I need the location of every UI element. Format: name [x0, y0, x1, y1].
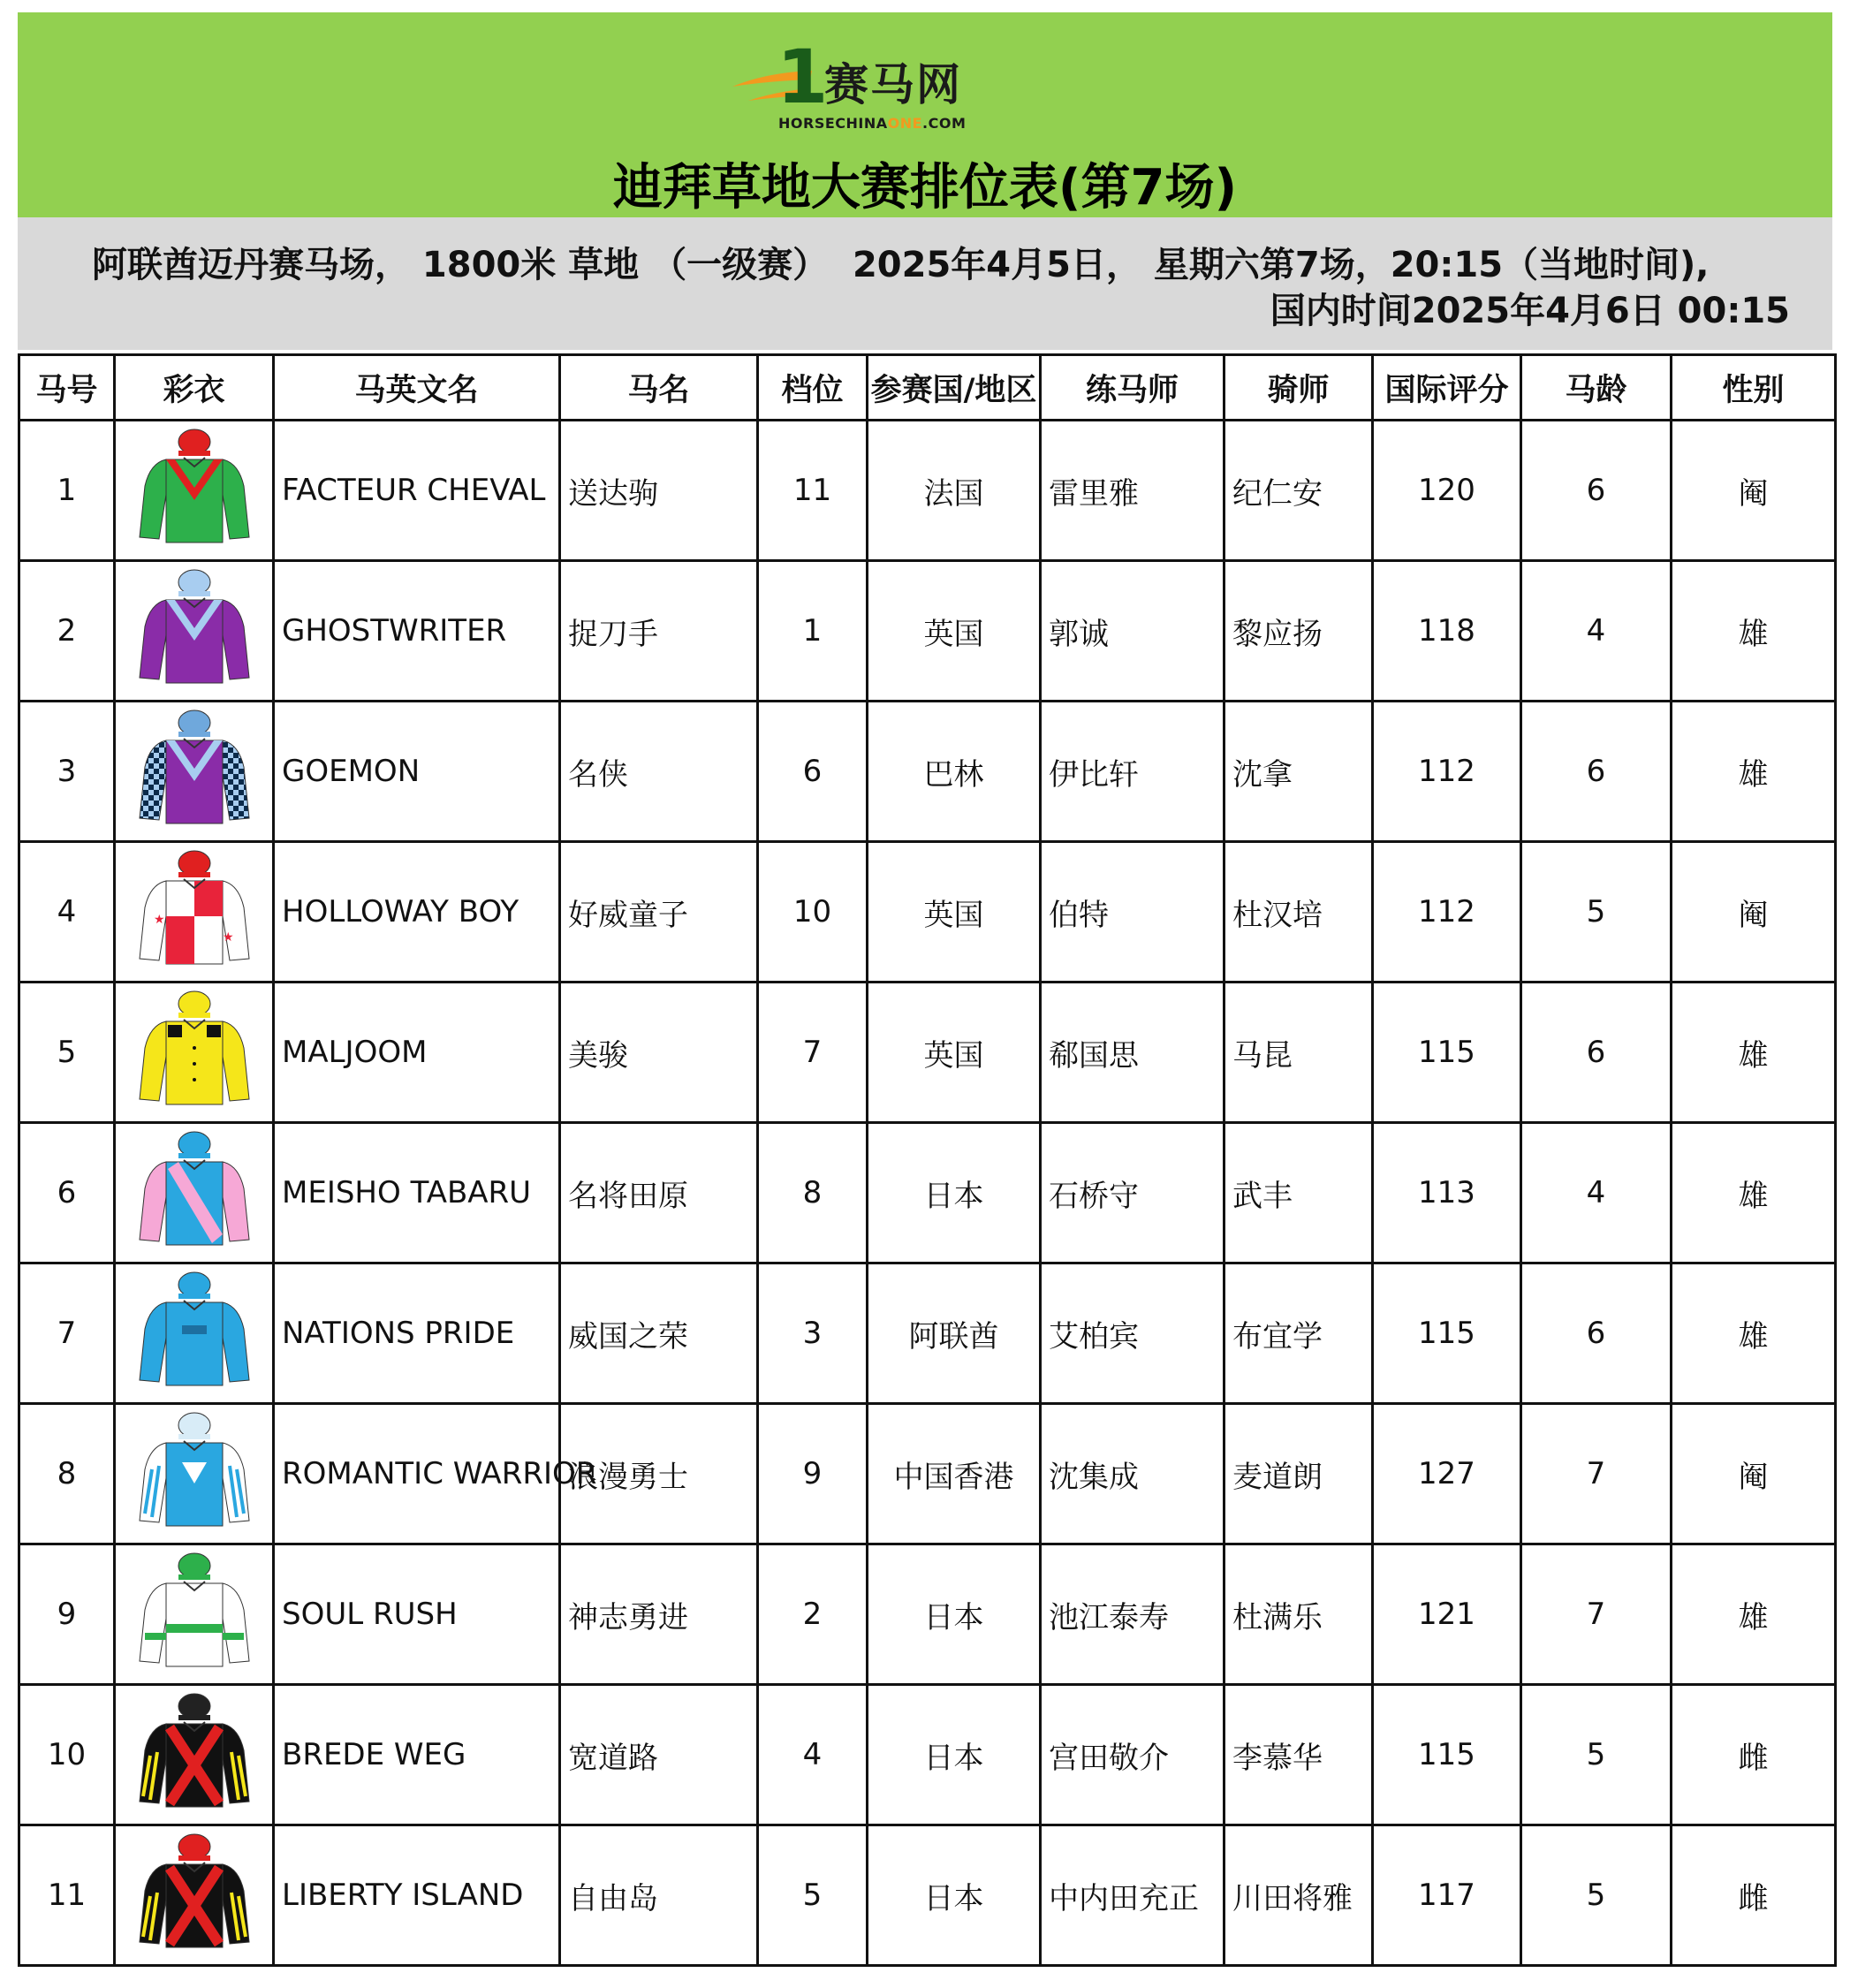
horse-sex: 阉	[1672, 1404, 1836, 1544]
horse-age: 5	[1521, 842, 1672, 983]
trainer-name: 沈集成	[1041, 1404, 1224, 1544]
horse-chinese-name: 名将田原	[560, 1123, 758, 1263]
jockey-silk	[115, 1263, 274, 1404]
jockey-name: 马昆	[1224, 983, 1373, 1123]
logo-url-a: HORSECHINA	[778, 115, 888, 132]
trainer-name: 伯特	[1041, 842, 1224, 983]
column-header: 马英文名	[274, 355, 560, 421]
svg-text:★: ★	[153, 913, 165, 927]
barrier-draw: 5	[758, 1825, 868, 1966]
horse-chinese-name: 捉刀手	[560, 561, 758, 702]
barrier-draw: 10	[758, 842, 868, 983]
race-info-line2: 国内时间2025年4月6日 00:15	[1270, 291, 1790, 331]
horse-english-name: SOUL RUSH	[274, 1544, 560, 1685]
horse-sex: 雄	[1672, 1544, 1836, 1685]
jockey-silk	[115, 1404, 274, 1544]
logo-url-b: ONE	[887, 115, 923, 132]
horse-english-name: GHOSTWRITER	[274, 561, 560, 702]
horse-age: 6	[1521, 421, 1672, 561]
svg-text:★: ★	[222, 930, 234, 945]
horse-number: 11	[19, 1825, 115, 1966]
column-header: 参赛国/地区	[868, 355, 1041, 421]
country-region: 日本	[868, 1544, 1041, 1685]
column-header: 马名	[560, 355, 758, 421]
race-info-banner	[18, 217, 1832, 350]
horse-sex: 雄	[1672, 561, 1836, 702]
country-region: 阿联酋	[868, 1263, 1041, 1404]
horse-age: 5	[1521, 1685, 1672, 1825]
international-rating: 115	[1373, 983, 1521, 1123]
race-card-table	[18, 353, 1837, 1967]
horse-age: 5	[1521, 1825, 1672, 1966]
jockey-name: 杜汉培	[1224, 842, 1373, 983]
horse-number: 1	[19, 421, 115, 561]
country-region: 巴林	[868, 702, 1041, 842]
barrier-draw: 1	[758, 561, 868, 702]
trainer-name: 伊比轩	[1041, 702, 1224, 842]
international-rating: 120	[1373, 421, 1521, 561]
international-rating: 113	[1373, 1123, 1521, 1263]
horse-number: 8	[19, 1404, 115, 1544]
horse-english-name: FACTEUR CHEVAL	[274, 421, 560, 561]
barrier-draw: 11	[758, 421, 868, 561]
horse-chinese-name: 自由岛	[560, 1825, 758, 1966]
race-info-line1: 阿联酋迈丹赛马场， 1800米 草地 （一级赛） 2025年4月5日， 星期六第7场，20:15（当地时间),	[92, 245, 1710, 285]
jockey-silk-icon	[133, 846, 256, 978]
horse-age: 6	[1521, 702, 1672, 842]
trainer-name: 池江泰寿	[1041, 1544, 1224, 1685]
table-row	[19, 421, 1836, 561]
logo-swoosh-icon	[731, 34, 829, 120]
horse-age: 6	[1521, 1263, 1672, 1404]
jockey-name: 杜满乐	[1224, 1544, 1373, 1685]
horse-sex: 阉	[1672, 842, 1836, 983]
country-region: 英国	[868, 561, 1041, 702]
barrier-draw: 7	[758, 983, 868, 1123]
horse-age: 7	[1521, 1544, 1672, 1685]
column-header: 马号	[19, 355, 115, 421]
header-banner	[18, 12, 1832, 217]
horse-english-name: LIBERTY ISLAND	[274, 1825, 560, 1966]
horse-english-name: BREDE WEG	[274, 1685, 560, 1825]
horse-age: 7	[1521, 1404, 1672, 1544]
table-row	[19, 1123, 1836, 1263]
jockey-name: 李慕华	[1224, 1685, 1373, 1825]
horse-age: 6	[1521, 983, 1672, 1123]
jockey-silk-icon	[133, 1408, 256, 1540]
trainer-name: 郗国思	[1041, 983, 1224, 1123]
trainer-name: 艾柏宾	[1041, 1263, 1224, 1404]
country-region: 英国	[868, 983, 1041, 1123]
trainer-name: 石桥守	[1041, 1123, 1224, 1263]
table-row	[19, 1263, 1836, 1404]
horse-english-name: ROMANTIC WARRIOR	[274, 1404, 560, 1544]
jockey-name: 布宜学	[1224, 1263, 1373, 1404]
international-rating: 117	[1373, 1825, 1521, 1966]
country-region: 英国	[868, 842, 1041, 983]
horse-sex: 雄	[1672, 702, 1836, 842]
horse-sex: 雄	[1672, 1123, 1836, 1263]
horse-number: 4	[19, 842, 115, 983]
trainer-name: 雷里雅	[1041, 421, 1224, 561]
horse-chinese-name: 好威童子	[560, 842, 758, 983]
site-logo[interactable]	[738, 34, 967, 143]
table-row	[19, 1544, 1836, 1685]
barrier-draw: 3	[758, 1263, 868, 1404]
column-header: 骑师	[1224, 355, 1373, 421]
country-region: 法国	[868, 421, 1041, 561]
table-row	[19, 1685, 1836, 1825]
horse-sex: 雌	[1672, 1825, 1836, 1966]
jockey-silk-icon	[133, 1829, 256, 1961]
table-row	[19, 1825, 1836, 1966]
horse-number: 7	[19, 1263, 115, 1404]
horse-number: 9	[19, 1544, 115, 1685]
horse-sex: 雄	[1672, 1263, 1836, 1404]
country-region: 中国香港	[868, 1404, 1041, 1544]
jockey-silk-icon	[133, 986, 256, 1119]
jockey-silk	[115, 1685, 274, 1825]
horse-number: 6	[19, 1123, 115, 1263]
horse-number: 5	[19, 983, 115, 1123]
barrier-draw: 6	[758, 702, 868, 842]
logo-url-c: .COM	[922, 115, 967, 132]
horse-english-name: MALJOOM	[274, 983, 560, 1123]
international-rating: 112	[1373, 842, 1521, 983]
column-header: 练马师	[1041, 355, 1224, 421]
jockey-silk	[115, 1825, 274, 1966]
logo-digit: 1	[777, 34, 829, 120]
jockey-silk	[115, 1544, 274, 1685]
table-row	[19, 1404, 1836, 1544]
country-region: 日本	[868, 1685, 1041, 1825]
jockey-name: 武丰	[1224, 1123, 1373, 1263]
horse-chinese-name: 名侠	[560, 702, 758, 842]
trainer-name: 郭诚	[1041, 561, 1224, 702]
international-rating: 121	[1373, 1544, 1521, 1685]
horse-chinese-name: 送达驹	[560, 421, 758, 561]
jockey-name: 川田将雅	[1224, 1825, 1373, 1966]
table-row	[19, 983, 1836, 1123]
jockey-name: 麦道朗	[1224, 1404, 1373, 1544]
jockey-silk	[115, 1123, 274, 1263]
horse-english-name: MEISHO TABARU	[274, 1123, 560, 1263]
jockey-silk-icon	[133, 705, 256, 838]
international-rating: 127	[1373, 1404, 1521, 1544]
international-rating: 118	[1373, 561, 1521, 702]
international-rating: 112	[1373, 702, 1521, 842]
column-header: 国际评分	[1373, 355, 1521, 421]
jockey-name: 沈拿	[1224, 702, 1373, 842]
horse-chinese-name: 威国之荣	[560, 1263, 758, 1404]
jockey-silk	[115, 842, 274, 983]
jockey-silk-icon	[133, 1688, 256, 1821]
column-header: 彩衣	[115, 355, 274, 421]
horse-number: 10	[19, 1685, 115, 1825]
jockey-silk-icon	[133, 565, 256, 697]
horse-sex: 雄	[1672, 983, 1836, 1123]
table-row	[19, 561, 1836, 702]
jockey-silk-icon	[133, 424, 256, 557]
barrier-draw: 2	[758, 1544, 868, 1685]
table-row	[19, 702, 1836, 842]
jockey-silk-icon	[133, 1548, 256, 1681]
country-region: 日本	[868, 1123, 1041, 1263]
horse-chinese-name: 宽道路	[560, 1685, 758, 1825]
trainer-name: 宫田敬介	[1041, 1685, 1224, 1825]
table-row	[19, 842, 1836, 983]
barrier-draw: 8	[758, 1123, 868, 1263]
jockey-silk	[115, 421, 274, 561]
horse-number: 2	[19, 561, 115, 702]
column-header: 性别	[1672, 355, 1836, 421]
page-title: 迪拜草地大赛排位表(第7场)	[612, 159, 1238, 216]
jockey-silk	[115, 561, 274, 702]
horse-age: 4	[1521, 561, 1672, 702]
barrier-draw: 9	[758, 1404, 868, 1544]
table-header-row	[19, 355, 1836, 421]
horse-english-name: NATIONS PRIDE	[274, 1263, 560, 1404]
horse-chinese-name: 美骏	[560, 983, 758, 1123]
country-region: 日本	[868, 1825, 1041, 1966]
jockey-silk-icon	[133, 1267, 256, 1400]
horse-sex: 阉	[1672, 421, 1836, 561]
horse-english-name: HOLLOWAY BOY	[274, 842, 560, 983]
table-body	[19, 421, 1836, 1966]
international-rating: 115	[1373, 1685, 1521, 1825]
jockey-name: 纪仁安	[1224, 421, 1373, 561]
logo-url	[778, 115, 966, 132]
trainer-name: 中内田充正	[1041, 1825, 1224, 1966]
international-rating: 115	[1373, 1263, 1521, 1404]
horse-age: 4	[1521, 1123, 1672, 1263]
column-header: 档位	[758, 355, 868, 421]
jockey-silk	[115, 702, 274, 842]
horse-english-name: GOEMON	[274, 702, 560, 842]
column-header: 马龄	[1521, 355, 1672, 421]
horse-chinese-name: 浪漫勇士	[560, 1404, 758, 1544]
logo-text: 赛马网	[824, 59, 962, 110]
barrier-draw: 4	[758, 1685, 868, 1825]
jockey-silk-icon	[133, 1127, 256, 1259]
horse-number: 3	[19, 702, 115, 842]
jockey-name: 黎应扬	[1224, 561, 1373, 702]
horse-sex: 雌	[1672, 1685, 1836, 1825]
horse-chinese-name: 神志勇进	[560, 1544, 758, 1685]
jockey-silk	[115, 983, 274, 1123]
